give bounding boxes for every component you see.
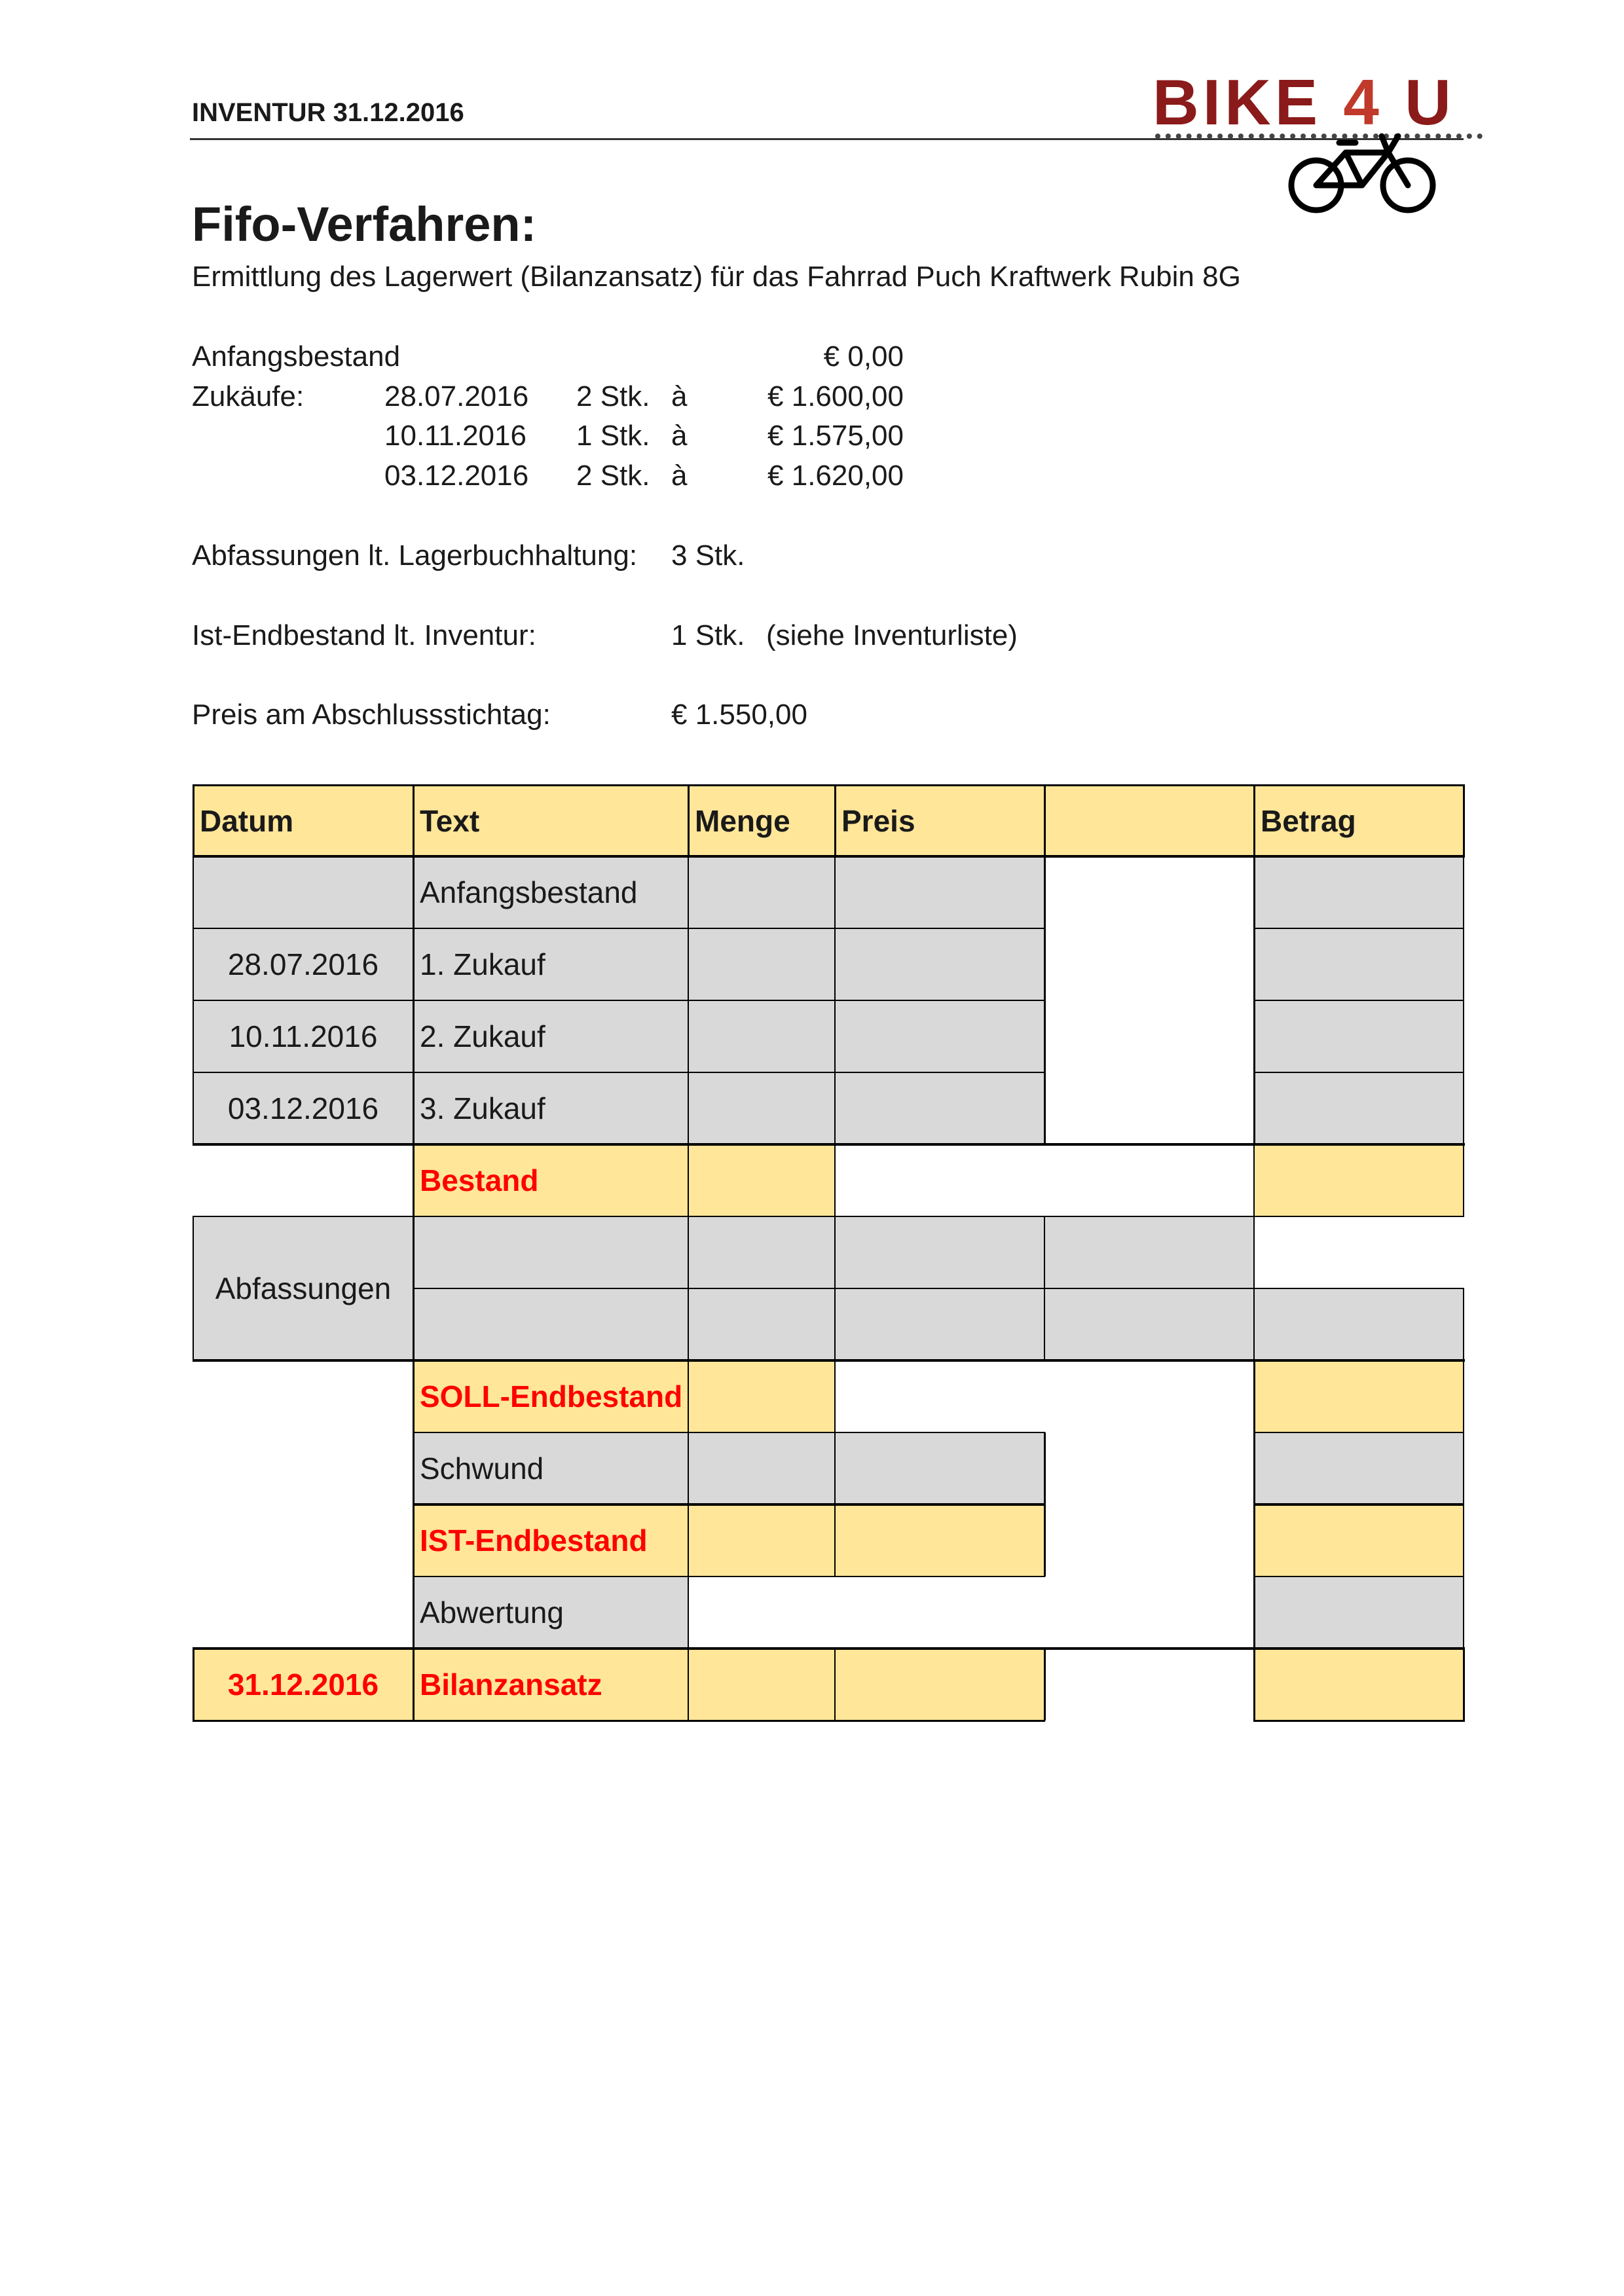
header-betrag: Betrag: [1254, 786, 1464, 856]
zukauf-qty: 2 Stk.: [576, 460, 650, 492]
cell-text-schwund: Schwund: [413, 1432, 688, 1504]
document-subtitle: Ermittlung des Lagerwert (Bilanzansatz) für das Fahrrad Puch Kraftwerk Rubin 8G: [192, 261, 1241, 293]
cell-preis[interactable]: [835, 1072, 1044, 1144]
cell-text-ist-endbestand: IST-Endbestand: [413, 1504, 688, 1576]
zukauf-a: à: [671, 380, 688, 412]
cell-datum[interactable]: [193, 856, 413, 928]
ist-endbestand-value: 1 Stk.: [671, 619, 745, 651]
zukauf-date: 10.11.2016: [384, 420, 526, 452]
zukaeufe-label: Zukäufe:: [192, 380, 304, 412]
cell-betrag[interactable]: [1254, 1072, 1464, 1144]
cell-preis[interactable]: [835, 1288, 1044, 1360]
cell-menge[interactable]: [688, 1216, 835, 1288]
header-datum: Datum: [193, 786, 413, 856]
cell-betrag[interactable]: [1254, 1144, 1464, 1216]
cell-betrag[interactable]: [1254, 856, 1464, 928]
header-preis: Preis: [835, 786, 1044, 856]
cell-text[interactable]: [413, 1288, 688, 1360]
zukauf-qty: 2 Stk.: [576, 380, 650, 412]
cell-betrag[interactable]: [1254, 1432, 1464, 1504]
cell-preis[interactable]: [835, 1216, 1044, 1288]
cell-betrag[interactable]: [1254, 1576, 1464, 1649]
cell-betrag[interactable]: [1254, 1504, 1464, 1576]
cell-preis[interactable]: [835, 1504, 1044, 1576]
cell-menge[interactable]: [688, 1649, 835, 1721]
zukauf-date: 28.07.2016: [384, 380, 529, 412]
zukauf-a: à: [671, 420, 688, 452]
zukauf-price: € 1.575,00: [767, 420, 904, 452]
cell-betrag[interactable]: [1254, 1288, 1464, 1360]
zukauf-price: € 1.620,00: [767, 460, 904, 492]
cell-text-abfassungen: Abfassungen: [193, 1216, 413, 1360]
ist-endbestand-label: Ist-Endbestand lt. Inventur:: [192, 619, 536, 651]
cell-betrag[interactable]: [1254, 1000, 1464, 1072]
bicycle-icon: [1283, 123, 1441, 215]
zukauf-price: € 1.600,00: [767, 380, 904, 412]
header-empty: [1044, 786, 1254, 856]
cell-menge[interactable]: [688, 1360, 835, 1432]
cell-text-bilanzansatz: Bilanzansatz: [413, 1649, 688, 1721]
cell-preis[interactable]: [835, 1000, 1044, 1072]
anfangsbestand-label: Anfangsbestand: [192, 340, 401, 373]
cell-datum-zukauf-3: 03.12.2016: [193, 1072, 413, 1144]
company-logo: [1139, 65, 1493, 216]
cell-datum-bilanz: 31.12.2016: [193, 1649, 413, 1721]
header-menge: Menge: [688, 786, 835, 856]
cell-extra[interactable]: [1044, 1288, 1254, 1360]
cell-text-zukauf-3: 3. Zukauf: [413, 1072, 688, 1144]
cell-text-soll-endbestand: SOLL-Endbestand: [413, 1360, 688, 1432]
zukauf-a: à: [671, 460, 688, 492]
header-text: Text: [413, 786, 688, 856]
anfangsbestand-value: € 0,00: [823, 340, 904, 373]
cell-preis[interactable]: [835, 1649, 1044, 1721]
cell-menge[interactable]: [688, 1000, 835, 1072]
cell-text-bestand: Bestand: [413, 1144, 688, 1216]
cell-text-abwertung: Abwertung: [413, 1576, 688, 1649]
cell-menge[interactable]: [688, 856, 835, 928]
cell-datum-zukauf-2: 10.11.2016: [193, 1000, 413, 1072]
cell-text-zukauf-1: 1. Zukauf: [413, 928, 688, 1000]
abfassungen-value: 3 Stk.: [671, 539, 745, 572]
cell-preis[interactable]: [835, 1432, 1044, 1504]
cell-text[interactable]: [413, 1216, 688, 1288]
cell-menge[interactable]: [688, 1072, 835, 1144]
cell-datum-zukauf-1: 28.07.2016: [193, 928, 413, 1000]
zukauf-date: 03.12.2016: [384, 460, 529, 492]
document-title: Fifo-Verfahren:: [192, 197, 537, 251]
logo-text: BIKE 4 U: [1153, 66, 1455, 138]
header-title: INVENTUR 31.12.2016: [192, 98, 464, 127]
cell-menge[interactable]: [688, 1144, 835, 1216]
cell-extra[interactable]: [1044, 1216, 1254, 1288]
cell-menge[interactable]: [688, 1432, 835, 1504]
cell-text-anfangsbestand: Anfangsbestand: [413, 856, 688, 928]
cell-betrag[interactable]: [1254, 1360, 1464, 1432]
zukauf-qty: 1 Stk.: [576, 420, 650, 452]
cell-preis[interactable]: [835, 856, 1044, 928]
cell-betrag[interactable]: [1254, 1649, 1464, 1721]
cell-menge[interactable]: [688, 1504, 835, 1576]
cell-menge[interactable]: [688, 928, 835, 1000]
cell-preis[interactable]: [835, 928, 1044, 1000]
abfassungen-label: Abfassungen lt. Lagerbuchhaltung:: [192, 539, 638, 572]
preis-value: € 1.550,00: [671, 699, 807, 731]
cell-menge[interactable]: [688, 1288, 835, 1360]
preis-label: Preis am Abschlussstichtag:: [192, 699, 551, 731]
cell-text-zukauf-2: 2. Zukauf: [413, 1000, 688, 1072]
cell-betrag[interactable]: [1254, 928, 1464, 1000]
ist-endbestand-note: (siehe Inventurliste): [766, 619, 1018, 651]
